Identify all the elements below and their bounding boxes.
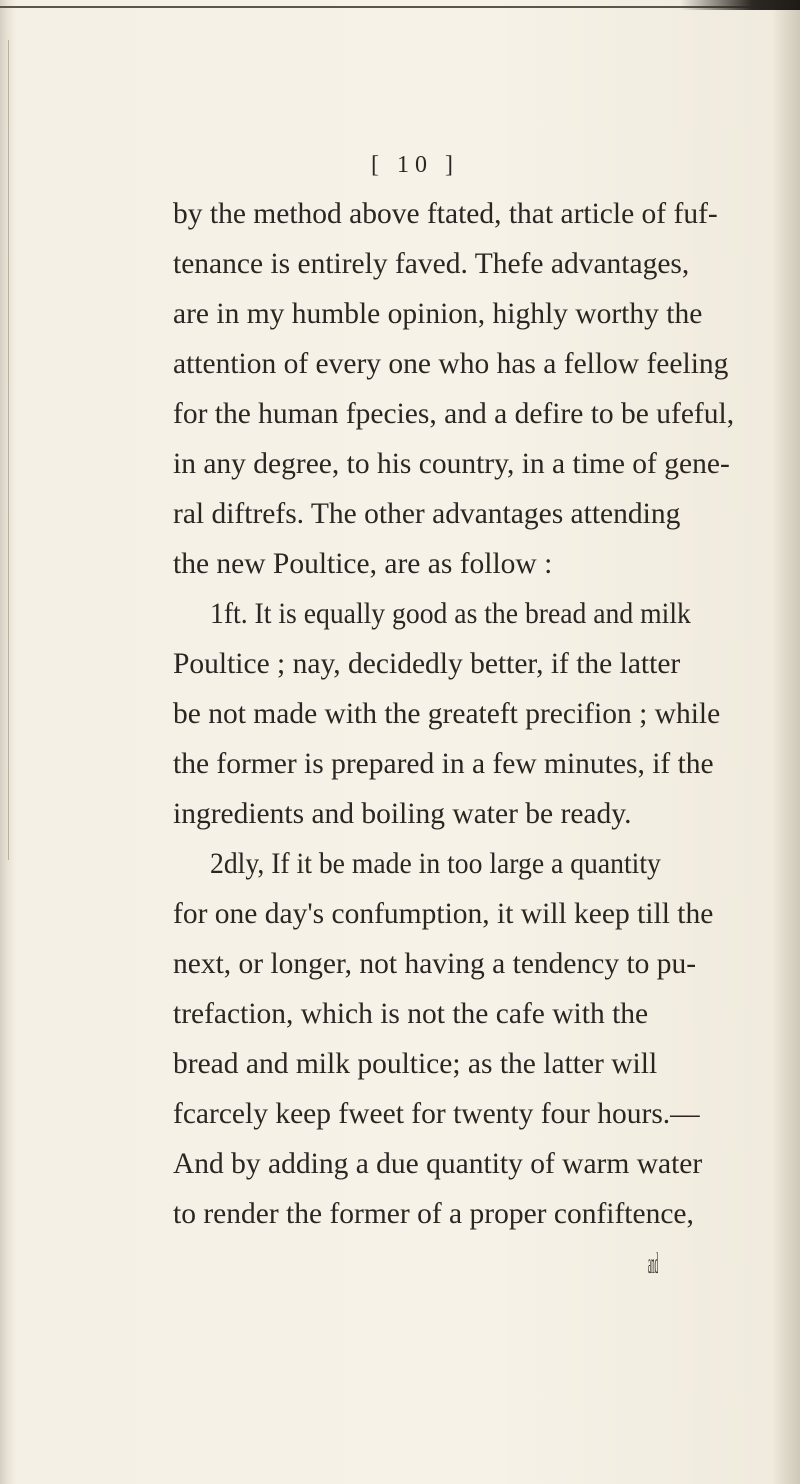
catchword: and xyxy=(648,1248,659,1280)
text-line: attention of every one who has a fellow feeling xyxy=(173,348,729,380)
text-line: bread and milk poultice; as the latter will xyxy=(173,1048,658,1080)
text-line: And by adding a due quantity of warm water xyxy=(173,1148,703,1180)
text-line: the new Poultice, are as follow : xyxy=(173,548,553,580)
text-line: 1ft. It is equally good as the bread and milk xyxy=(210,598,691,630)
text-line: be not made with the greateft precifion ; while xyxy=(173,698,721,730)
text-line: to render the former of a proper confiftence, xyxy=(173,1198,694,1230)
text-line: Poultice ; nay, decidedly better, if the latter xyxy=(173,648,681,680)
text-line: 2dly, If it be made in too large a quantity xyxy=(210,848,661,880)
text-line: ral diftrefs. The other advantages attending xyxy=(173,498,681,530)
text-line: by the method above ftated, that article of fuf- xyxy=(173,198,718,230)
text-line: are in my humble opinion, highly worthy the xyxy=(173,298,703,330)
text-line: in any degree, to his country, in a time of gene- xyxy=(173,448,730,480)
text-line: tenance is entirely faved. Thefe advantages, xyxy=(173,248,690,280)
text-line: fcarcely keep fweet for twenty four hours.— xyxy=(173,1098,700,1130)
text-line: ingredients and boiling water be ready. xyxy=(173,798,632,830)
text-line: trefaction, which is not the cafe with the xyxy=(173,998,649,1030)
text-line: for one day's confumption, it will keep till the xyxy=(173,898,714,930)
text-line: for the human fpecies, and a defire to be ufeful, xyxy=(173,398,735,430)
text-line: next, or longer, not having a tendency to pu- xyxy=(173,948,697,980)
text-line: the former is prepared in a few minutes, if the xyxy=(173,748,714,780)
page-number-header: [ 10 ] xyxy=(371,152,459,178)
